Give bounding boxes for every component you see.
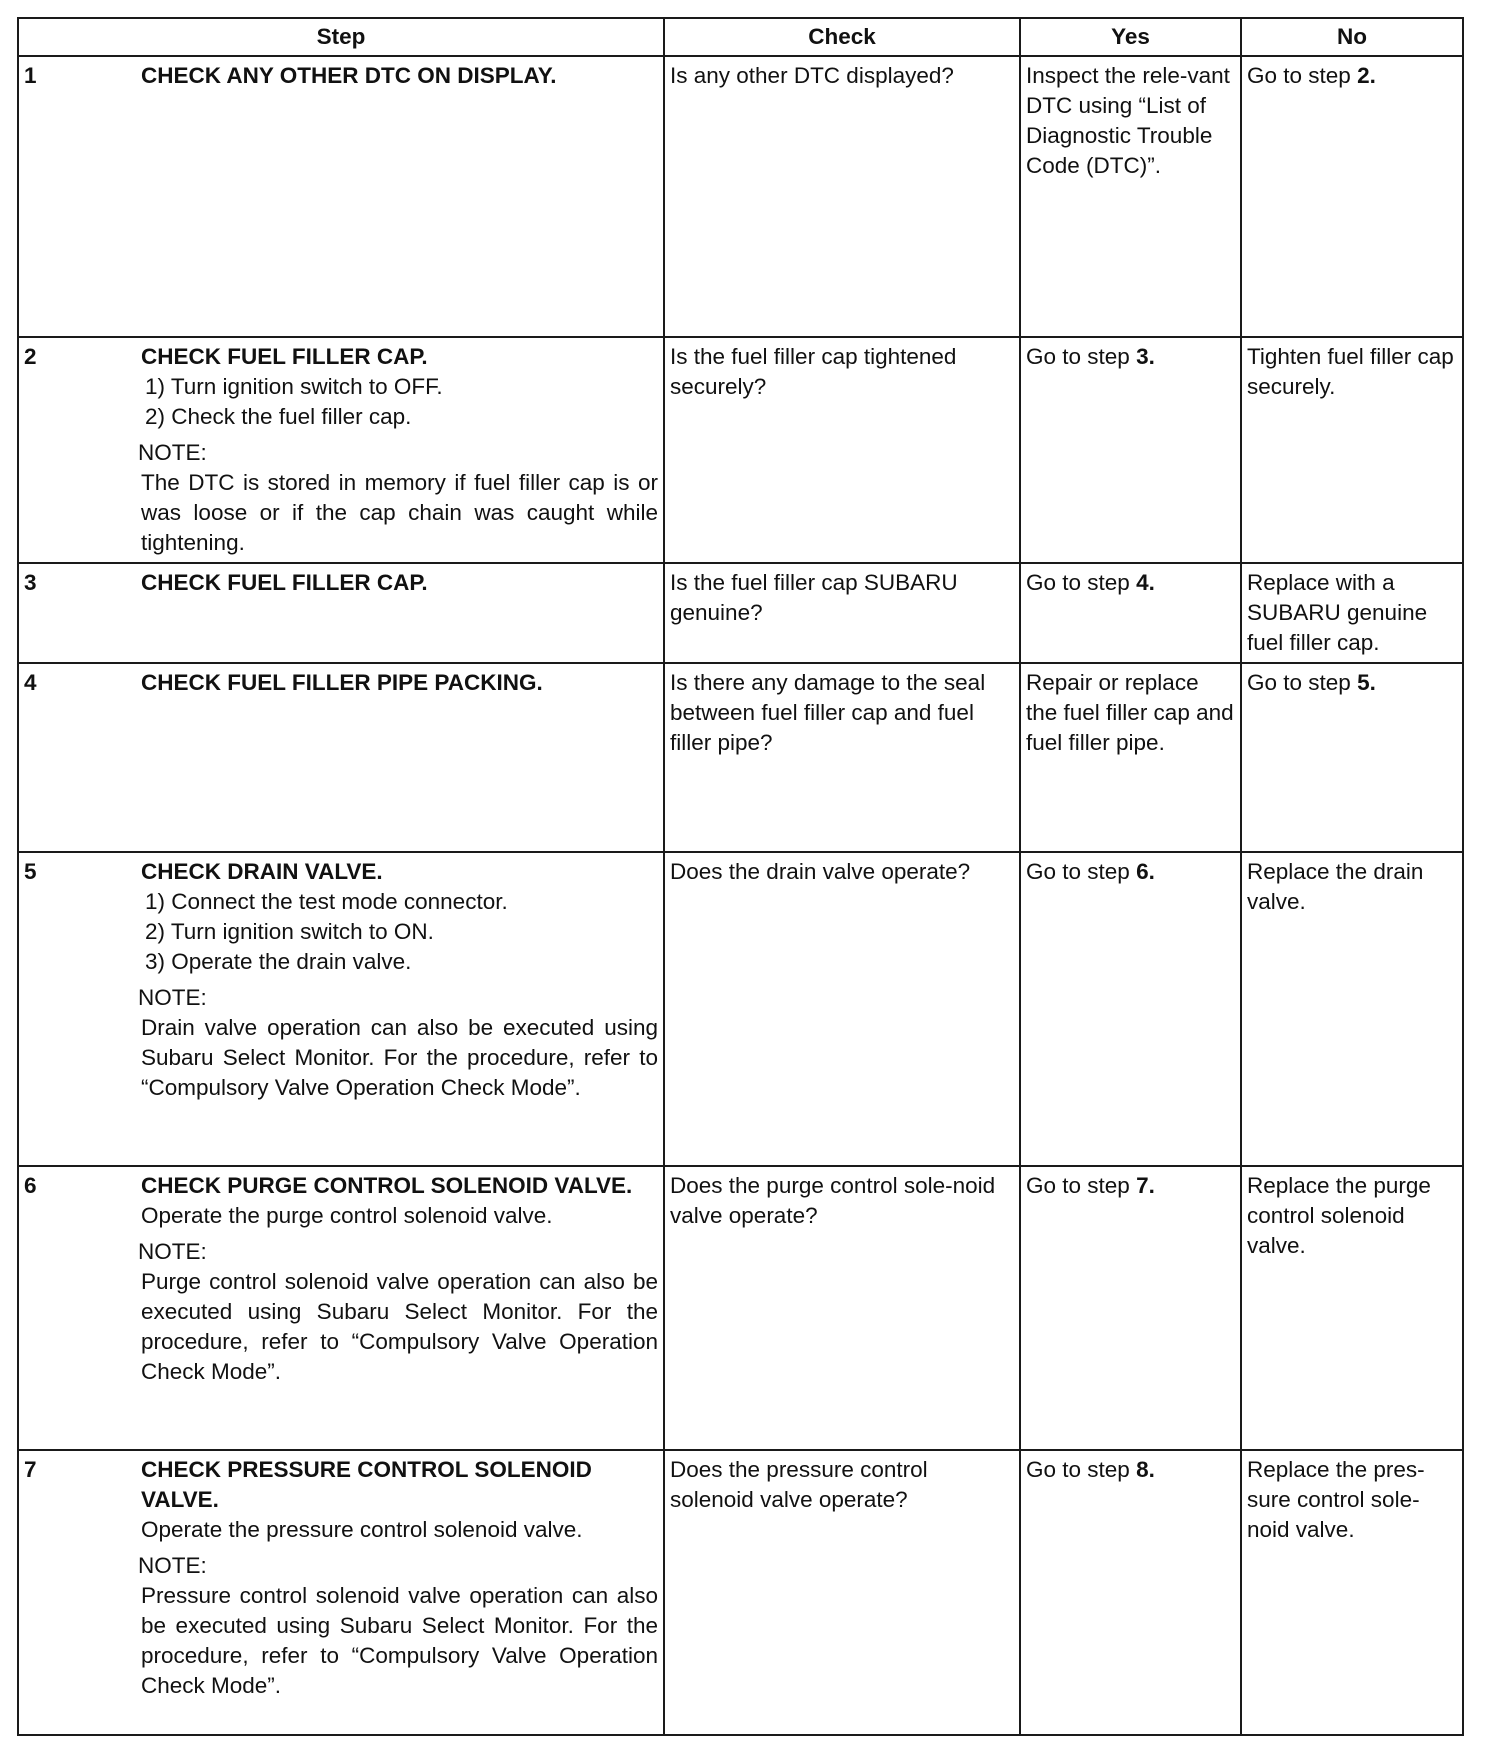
- step-number: 4: [24, 670, 37, 695]
- check-cell: Is the fuel filler cap tightened securely?: [664, 337, 1020, 563]
- step-cell: [18, 56, 664, 337]
- table-row: [18, 1166, 1463, 1450]
- check-cell: Does the purge control sole-noid valve operate?: [664, 1166, 1020, 1450]
- table-row: [18, 56, 1463, 337]
- step-title: CHECK PURGE CONTROL SOLENOID VALVE.: [141, 1173, 633, 1198]
- yes-cell: [1020, 1450, 1241, 1735]
- yes-cell: [1020, 852, 1241, 1166]
- no-cell: [1241, 663, 1463, 852]
- step-cell: [18, 852, 664, 1166]
- check-cell: Does the drain valve operate?: [664, 852, 1020, 1166]
- yes-cell: [1020, 1166, 1241, 1450]
- substep: 2) Turn ignition switch to ON.: [145, 919, 434, 944]
- yes-step-ref: 8.: [1136, 1457, 1155, 1482]
- step-cell: [18, 337, 664, 563]
- substep: 2) Check the fuel filler cap.: [145, 404, 412, 429]
- header-yes: Yes: [1020, 18, 1241, 56]
- no-cell: Tighten fuel filler cap securely.: [1241, 337, 1463, 563]
- step-title: CHECK FUEL FILLER CAP.: [141, 344, 428, 369]
- no-cell: Replace the purge control solenoid valve.: [1241, 1166, 1463, 1450]
- no-cell: [1241, 56, 1463, 337]
- step-number: 2: [24, 344, 37, 369]
- step-number: 6: [24, 1173, 37, 1198]
- yes-step-ref: 6.: [1136, 859, 1155, 884]
- step-title: CHECK FUEL FILLER CAP.: [141, 570, 428, 595]
- note-label: NOTE:: [138, 985, 207, 1010]
- note-text: Drain valve operation can also be executed using Subaru Select Monitor. For the procedure, refer to “Compulsory Valve Operation Check Mode”.: [141, 1015, 658, 1100]
- step-number: 7: [24, 1457, 37, 1482]
- note-text: Pressure control solenoid valve operation can also be executed using Subaru Select Monitor. For the procedure, refer to “Compulsory Valve Operation Check Mode”.: [141, 1583, 658, 1698]
- step-instruction: Operate the purge control solenoid valve.: [141, 1203, 553, 1228]
- step-cell: [18, 663, 664, 852]
- no-step-ref: 2.: [1357, 63, 1376, 88]
- substep: 1) Turn ignition switch to OFF.: [145, 374, 443, 399]
- check-cell: Is the fuel filler cap SUBARU genuine?: [664, 563, 1020, 663]
- yes-text: Go to step: [1026, 859, 1137, 884]
- header-step: Step: [18, 18, 664, 56]
- table-row: [18, 563, 1463, 663]
- check-cell: Is any other DTC displayed?: [664, 56, 1020, 337]
- check-cell: Does the pressure control solenoid valve operate?: [664, 1450, 1020, 1735]
- note-label: NOTE:: [138, 1239, 207, 1264]
- yes-text: Go to step: [1026, 1173, 1137, 1198]
- step-cell: [18, 1450, 664, 1735]
- no-cell: Replace the pres-sure control sole-noid valve.: [1241, 1450, 1463, 1735]
- yes-text: Go to step: [1026, 570, 1137, 595]
- no-text: Go to step: [1247, 63, 1358, 88]
- note-text: The DTC is stored in memory if fuel filler cap is or was loose or if the cap chain was caught while tightening.: [141, 470, 658, 555]
- substep: 1) Connect the test mode connector.: [145, 889, 508, 914]
- no-text: Go to step: [1247, 670, 1358, 695]
- note-label: NOTE:: [138, 440, 207, 465]
- step-instruction: Operate the pressure control solenoid valve.: [141, 1517, 583, 1542]
- no-step-ref: 5.: [1357, 670, 1376, 695]
- note-text: Purge control solenoid valve operation can also be executed using Subaru Select Monitor. For the procedure, refer to “Compulsory Valve Operation Check Mode”.: [141, 1269, 658, 1384]
- step-cell: [18, 1166, 664, 1450]
- step-title: CHECK DRAIN VALVE.: [141, 859, 383, 884]
- table-row: [18, 852, 1463, 1166]
- header-check: Check: [664, 18, 1020, 56]
- yes-cell: [1020, 563, 1241, 663]
- substep: 3) Operate the drain valve.: [145, 949, 412, 974]
- step-title: CHECK PRESSURE CONTROL SOLENOID VALVE.: [141, 1457, 592, 1512]
- no-cell: Replace with a SUBARU genuine fuel filler cap.: [1241, 563, 1463, 663]
- step-title: CHECK FUEL FILLER PIPE PACKING.: [141, 670, 543, 695]
- header-no: No: [1241, 18, 1463, 56]
- table-row: [18, 337, 1463, 563]
- yes-cell: Repair or replace the fuel filler cap and fuel filler pipe.: [1020, 663, 1241, 852]
- step-number: 5: [24, 859, 37, 884]
- note-label: NOTE:: [138, 1553, 207, 1578]
- table-row: [18, 1450, 1463, 1735]
- table-row: [18, 663, 1463, 852]
- yes-step-ref: 7.: [1136, 1173, 1155, 1198]
- yes-step-ref: 4.: [1136, 570, 1155, 595]
- yes-cell: [1020, 337, 1241, 563]
- step-number: 3: [24, 570, 37, 595]
- header-row: [18, 18, 1463, 56]
- yes-step-ref: 3.: [1136, 344, 1155, 369]
- yes-cell: Inspect the rele-vant DTC using “List of Diagnostic Trouble Code (DTC)”.: [1020, 56, 1241, 337]
- yes-text: Go to step: [1026, 344, 1137, 369]
- yes-text: Go to step: [1026, 1457, 1137, 1482]
- diagnostic-table: [17, 17, 1464, 1736]
- step-title: CHECK ANY OTHER DTC ON DISPLAY.: [141, 63, 557, 88]
- check-cell: Is there any damage to the seal between fuel filler cap and fuel filler pipe?: [664, 663, 1020, 852]
- no-cell: Replace the drain valve.: [1241, 852, 1463, 1166]
- step-cell: [18, 563, 664, 663]
- step-number: 1: [24, 63, 37, 88]
